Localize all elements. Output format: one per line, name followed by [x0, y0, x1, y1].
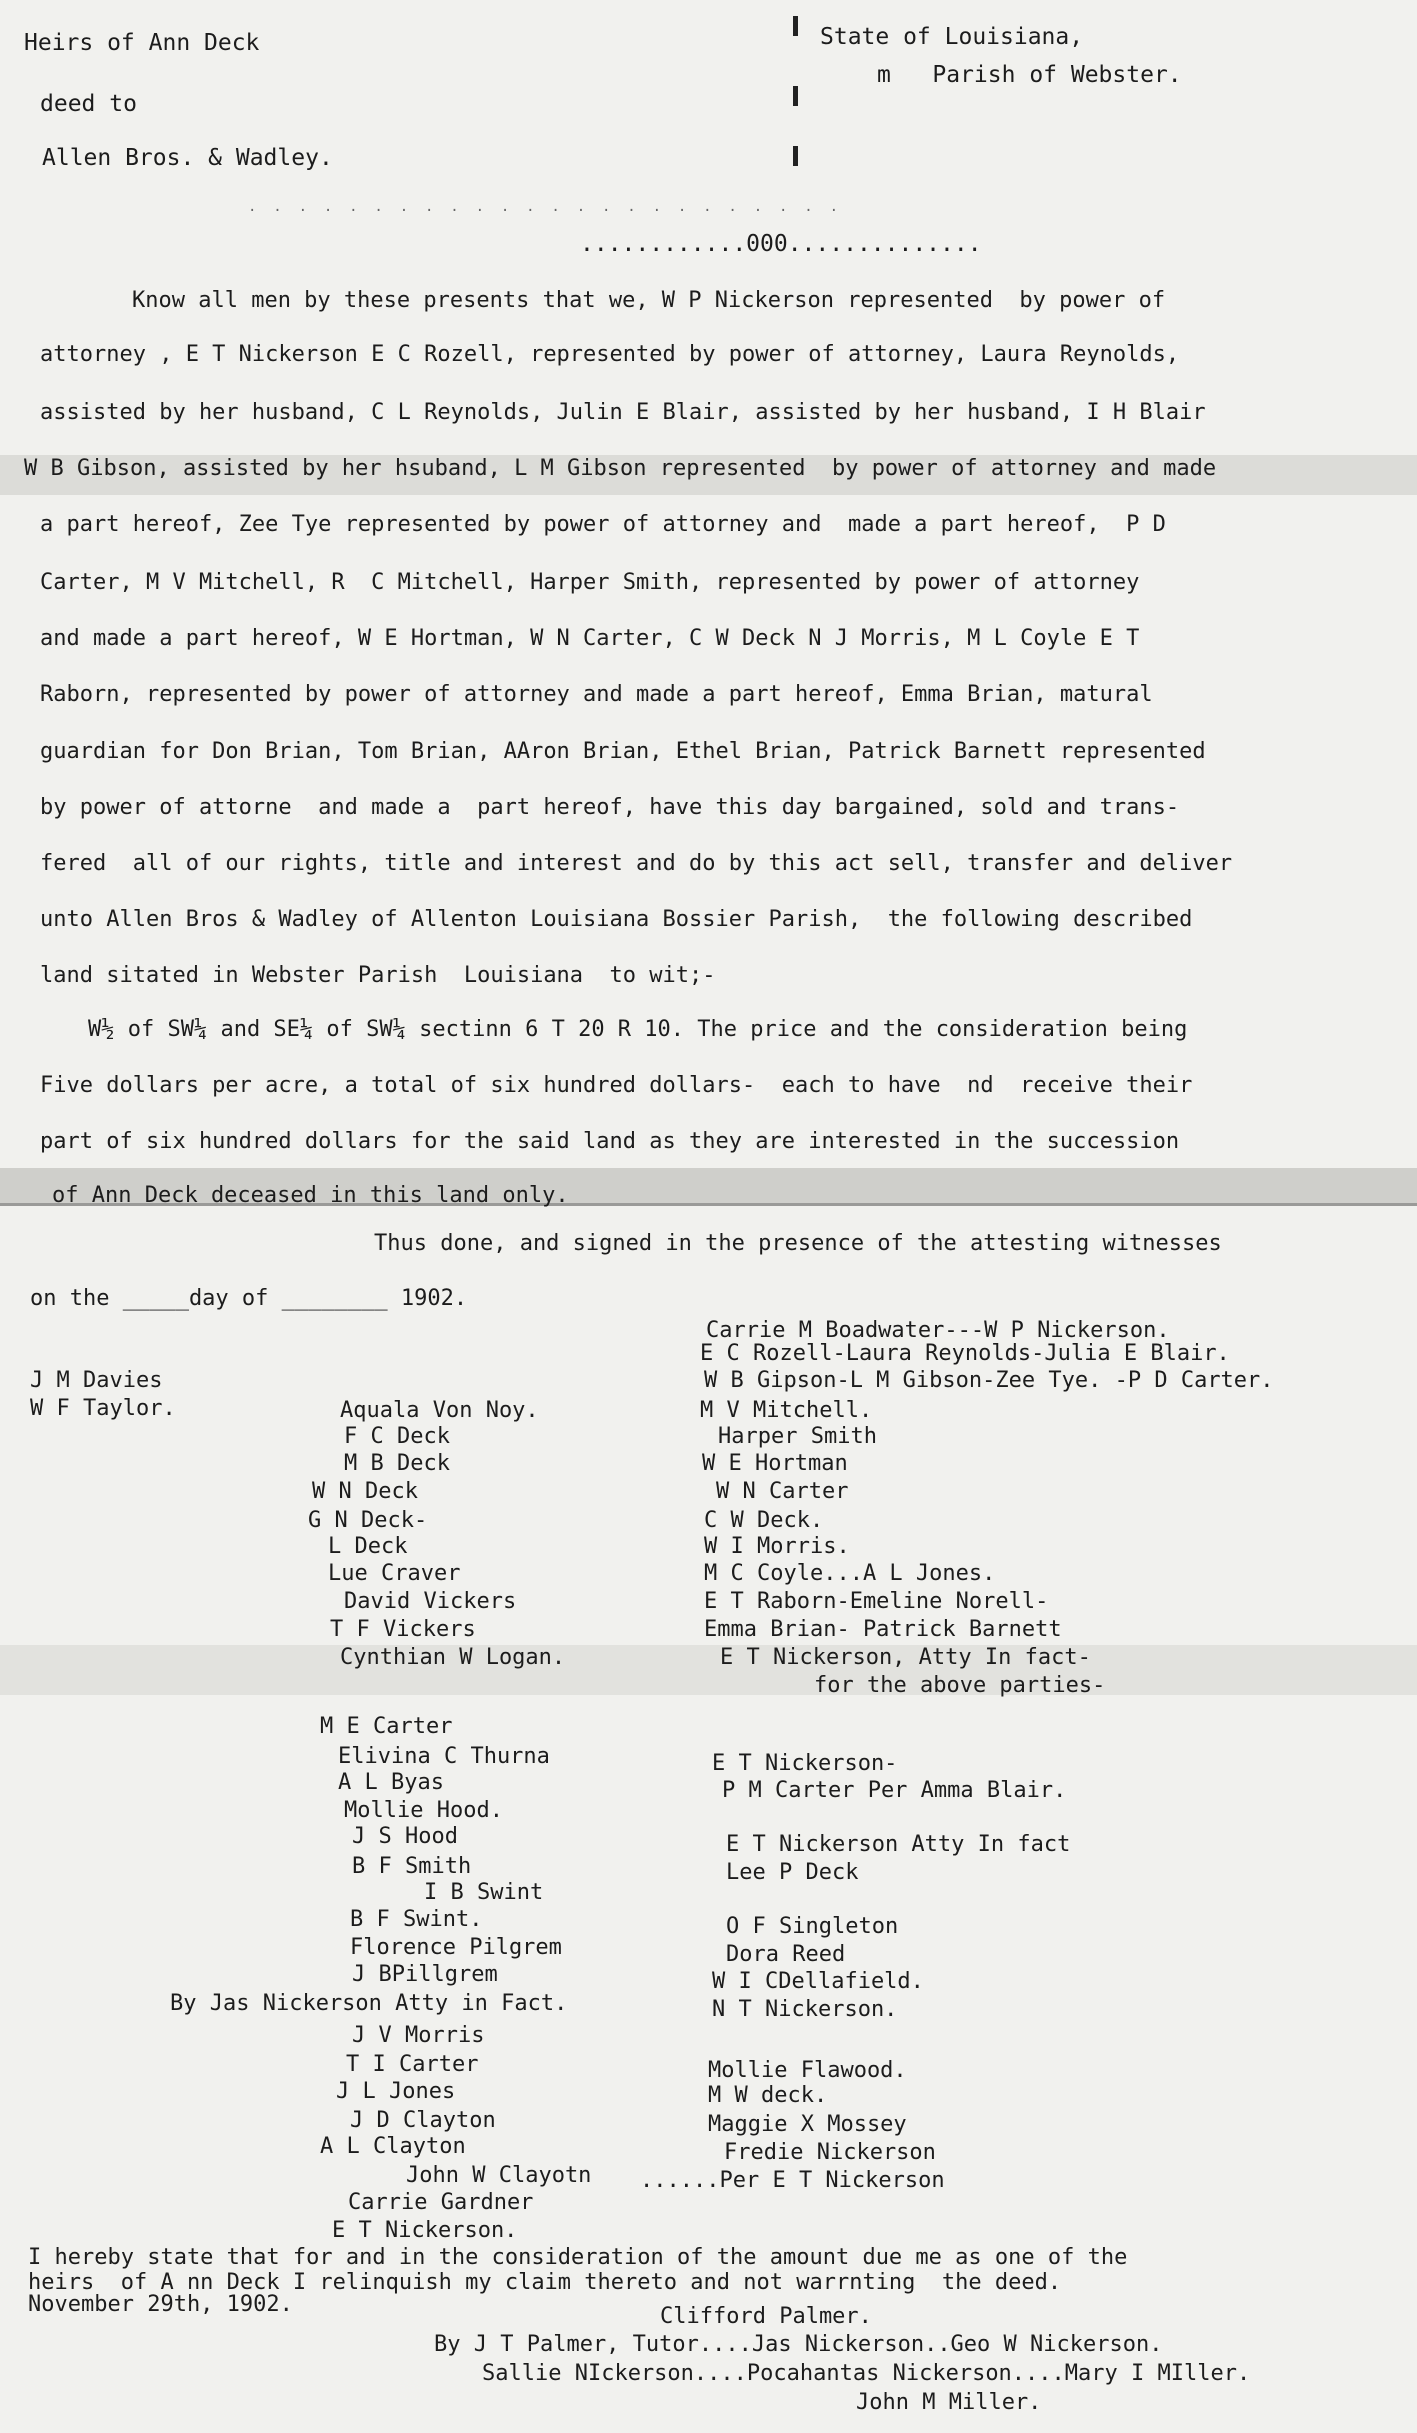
section-separator: ............000.............. — [580, 231, 982, 257]
signatory-name: J BPillgrem — [352, 1962, 498, 1987]
signatory-name: B F Smith — [352, 1854, 472, 1879]
signatory-name: John W Clayotn — [406, 2163, 592, 2188]
signatory-name: W N Deck — [312, 1479, 418, 1504]
signatory-name: J S Hood — [352, 1824, 458, 1849]
statement-date: November 29th, 1902. — [28, 2292, 293, 2317]
body-line: part of six hundred dollars for the said land as they are interested in the succession — [40, 1129, 1180, 1154]
signatory-name: P M Carter Per Amma Blair. — [722, 1778, 1067, 1803]
signatory-name: T I Carter — [346, 2052, 479, 2077]
attestation-date-line: on the _____day of ________ 1902. — [30, 1286, 468, 1311]
signatory-name: G N Deck- — [308, 1508, 428, 1533]
witness-name: W F Taylor. — [30, 1396, 176, 1421]
bracket-mark — [793, 146, 798, 166]
bracket-mark — [793, 86, 798, 106]
body-line: Raborn, represented by power of attorney and made a part hereof, Emma Brian, matural — [40, 682, 1153, 707]
signatory-name: Sallie NIckerson....Pocahantas Nickerson....Mary I MIller. — [482, 2361, 1251, 2386]
signatory-name: N T Nickerson. — [712, 1997, 898, 2022]
signatory-name: M E Carter — [320, 1714, 453, 1739]
signatory-name: E C Rozell-Laura Reynolds-Julia E Blair. — [700, 1341, 1230, 1366]
header-left-line-3: Allen Bros. & Wadley. — [42, 145, 333, 171]
signatory-name: C W Deck. — [704, 1508, 824, 1533]
body-line: W B Gibson, assisted by her hsuband, L M Gibson represented by power of attorney and made — [24, 456, 1217, 481]
body-line: fered all of our rights, title and interest and do by this act sell, transfer and deliver — [40, 851, 1233, 876]
header-left-line-2: deed to — [40, 91, 137, 117]
signatory-name: By J T Palmer, Tutor....Jas Nickerson..Geo W Nickerson. — [434, 2332, 1163, 2357]
signatory-name: E T Raborn-Emeline Norell- — [704, 1589, 1049, 1614]
signatory-name: M C Coyle...A L Jones. — [704, 1561, 996, 1586]
signatory-name: J V Morris — [352, 2023, 485, 2048]
signatory-name: E T Nickerson. — [332, 2218, 518, 2243]
signatory-name: B F Swint. — [350, 1907, 483, 1932]
signatory-name: M B Deck — [344, 1451, 450, 1476]
signatory-name: Aquala Von Noy. — [340, 1398, 539, 1423]
signatory-name: for the above parties- — [814, 1673, 1106, 1698]
body-line: Carter, M V Mitchell, R C Mitchell, Harper Smith, represented by power of attorney — [40, 570, 1140, 595]
signatory-name: E T Nickerson- — [712, 1751, 898, 1776]
header-left-line-1: Heirs of Ann Deck — [24, 30, 260, 56]
signatory-name: E T Nickerson, Atty In fact- — [720, 1645, 1091, 1670]
signatory-name: John M Miller. — [856, 2390, 1042, 2415]
signatory-name: Cynthian W Logan. — [340, 1645, 566, 1670]
signatory-name: Maggie X Mossey — [708, 2112, 907, 2137]
attestation-line: Thus done, and signed in the presence of the attesting witnesses — [374, 1231, 1222, 1256]
signatory-name: A L Clayton — [320, 2134, 466, 2159]
shaded-band-lower — [0, 1645, 1417, 1698]
body-line: assisted by her husband, C L Reynolds, Julin E Blair, assisted by her husband, I H Blair — [40, 400, 1206, 425]
signatory-name: Lee P Deck — [726, 1860, 859, 1885]
bracket-mark — [793, 16, 798, 36]
body-line: guardian for Don Brian, Tom Brian, AAron Brian, Ethel Brian, Patrick Barnett represented — [40, 739, 1206, 764]
signatory-name: Mollie Flawood. — [708, 2058, 907, 2083]
signatory-name: Carrie Gardner — [348, 2190, 534, 2215]
signatory-name: J D Clayton — [350, 2108, 496, 2133]
signatory-name: ......Per E T Nickerson — [640, 2168, 945, 2193]
signatory-name: J L Jones — [336, 2079, 456, 2104]
body-line: by power of attorne and made a part hereof, have this day bargained, sold and trans- — [40, 795, 1180, 820]
signatory-name: David Vickers — [344, 1589, 517, 1614]
signatory-name: O F Singleton — [726, 1914, 899, 1939]
signatory-name: L Deck — [328, 1534, 408, 1559]
body-line: of Ann Deck deceased in this land only. — [52, 1183, 569, 1208]
signatory-name: W I Morris. — [704, 1534, 850, 1559]
signatory-name: Emma Brian- Patrick Barnett — [704, 1617, 1062, 1642]
signatory-name: Clifford Palmer. — [660, 2304, 872, 2329]
signatory-name: Harper Smith — [718, 1424, 877, 1449]
body-line: attorney , E T Nickerson E C Rozell, represented by power of attorney, Laura Reynolds, — [40, 342, 1180, 367]
body-line: Know all men by these presents that we, W P Nickerson represented by power of — [132, 288, 1166, 313]
signatory-name: E T Nickerson Atty In fact — [726, 1832, 1071, 1857]
signatory-name: M W deck. — [708, 2083, 828, 2108]
signatory-name: Carrie M Boadwater---W P Nickerson. — [706, 1318, 1170, 1343]
signatory-name: M V Mitchell. — [700, 1398, 873, 1423]
signatory-name: F C Deck — [344, 1424, 450, 1449]
signatory-name: Dora Reed — [726, 1942, 846, 1967]
body-line: Five dollars per acre, a total of six hundred dollars- each to have nd receive their — [40, 1073, 1193, 1098]
signatory-name: Lue Craver — [328, 1561, 461, 1586]
body-line: and made a part hereof, W E Hortman, W N Carter, C W Deck N J Morris, M L Coyle E T — [40, 626, 1140, 651]
body-line: unto Allen Bros & Wadley of Allenton Louisiana Bossier Parish, the following described — [40, 907, 1193, 932]
signatory-name: By Jas Nickerson Atty in Fact. — [170, 1991, 568, 2016]
header-state: State of Louisiana, — [820, 24, 1084, 50]
signatory-name: Mollie Hood. — [344, 1798, 503, 1823]
signatory-name: Elivina C Thurna — [338, 1744, 550, 1769]
signatory-name: T F Vickers — [330, 1617, 476, 1642]
signatory-name: I B Swint — [424, 1880, 544, 1905]
signatory-name: W N Carter — [716, 1479, 849, 1504]
relinquish-statement: I hereby state that for and in the consideration of the amount due me as one of the — [28, 2245, 1128, 2270]
signatory-name: Fredie Nickerson — [724, 2140, 936, 2165]
header-parish: m Parish of Webster. — [877, 62, 1182, 88]
signatory-name: A L Byas — [338, 1770, 444, 1795]
relinquish-statement: heirs of A nn Deck I relinquish my claim thereto and not warrnting the deed. — [28, 2270, 1062, 2295]
signatory-name: W B Gipson-L M Gibson-Zee Tye. -P D Carter. — [704, 1368, 1274, 1393]
body-line: a part hereof, Zee Tye represented by power of attorney and made a part hereof, P D — [40, 512, 1166, 537]
witness-name: J M Davies — [30, 1368, 163, 1393]
body-line: land sitated in Webster Parish Louisiana to wit;- — [40, 963, 716, 988]
signatory-name: W E Hortman — [702, 1451, 848, 1476]
signatory-name: Florence Pilgrem — [350, 1935, 562, 1960]
dot-leader: . . . . . . . . . . . . . . . . . . . . . . . . — [248, 199, 839, 215]
signatory-name: W I CDellafield. — [712, 1969, 924, 1994]
body-line: W½ of SW¼ and SE¼ of SW¼ sectinn 6 T 20 R 10. The price and the consideration being — [88, 1017, 1188, 1042]
